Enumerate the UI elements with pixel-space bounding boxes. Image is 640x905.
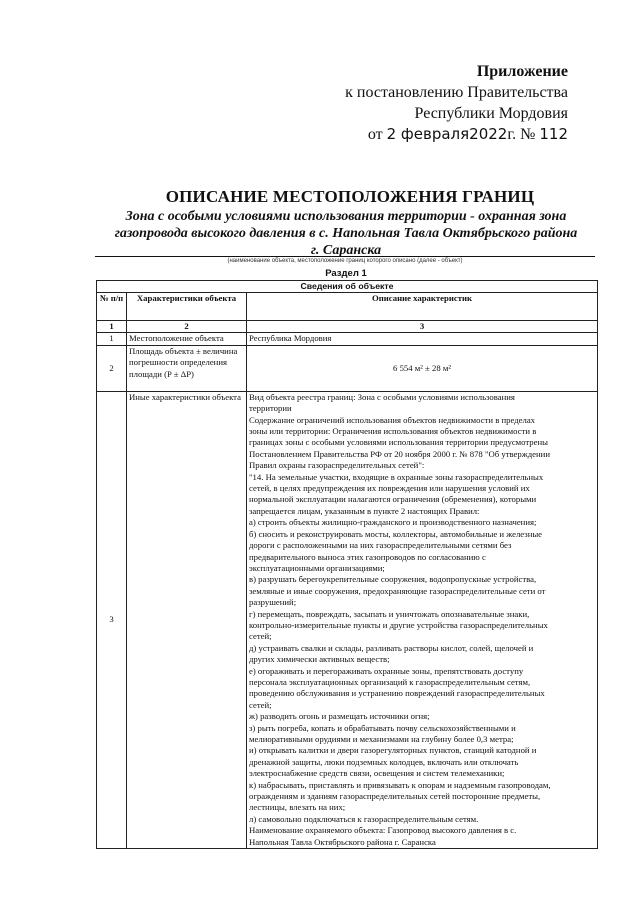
row-value-multiline bbox=[247, 391, 598, 848]
row-value: 6 554 м² ± 28 м² bbox=[247, 345, 598, 391]
row-name: Площадь объекта ± величина погрешности определения площади (P ± ΔP) bbox=[127, 345, 247, 391]
description-line: запрещается лицам, указанным в пункте 2 настоящих Правил: bbox=[249, 505, 480, 516]
number-value: 112 bbox=[539, 125, 568, 143]
description-line: сетей; bbox=[249, 631, 272, 642]
description-line: лестницы, влезать на них; bbox=[249, 802, 346, 813]
description-line: а) строить объекты жилищно-гражданского и производственного назначения; bbox=[249, 517, 537, 528]
appendix-line-2: Республики Мордовия bbox=[414, 105, 568, 122]
header-characteristic: Характеристики объекта bbox=[127, 293, 247, 321]
row-num: 3 bbox=[97, 391, 127, 848]
col-number: 2 bbox=[127, 321, 247, 333]
subtitle-rule bbox=[95, 256, 595, 257]
document-title: ОПИСАНИЕ МЕСТОПОЛОЖЕНИЯ ГРАНИЦ bbox=[165, 187, 535, 206]
description-line: "14. На земельные участки, входящие в охранные зоны газораспределительных bbox=[249, 471, 544, 482]
table-caption: Сведения об объекте bbox=[97, 281, 598, 293]
table-row bbox=[97, 345, 598, 391]
table-row bbox=[97, 391, 598, 848]
object-info-table bbox=[96, 280, 598, 849]
description-line: сетей, в целях предупреждения их повреждения или нарушения условий их bbox=[249, 483, 530, 494]
document-subtitle bbox=[96, 208, 596, 259]
description-line: нормальной эксплуатации налагаются ограничения (обременения), которыми bbox=[249, 494, 537, 505]
description-line: мелиоративными орудиями и механизмами на глубину более 0,3 метра; bbox=[249, 734, 514, 744]
section-heading: Раздел 1 bbox=[325, 268, 367, 279]
row-name: Местоположение объекта bbox=[127, 333, 247, 345]
description-line: дороги с расположенными на них газораспределительными сетями без bbox=[249, 540, 512, 551]
description-line: Напольная Тавла Октябрьского района г. Саранска bbox=[249, 836, 436, 847]
col-number: 3 bbox=[247, 321, 598, 333]
description-line: и) открывать калитки и двери газорегуляторных пунктов, станций катодной и bbox=[249, 745, 537, 756]
date-value: 2 февраля2022 bbox=[386, 125, 508, 143]
description-line: г) перемещать, повреждать, засыпать и уничтожать опознавательные знаки, bbox=[249, 608, 530, 619]
description-line: ж) разводить огонь и размещать источники огня; bbox=[249, 711, 430, 722]
row-num: 2 bbox=[97, 345, 127, 391]
description-line: зоны или территории: Ограничения использования объектов недвижимости в bbox=[249, 426, 537, 437]
description-line: проведению обслуживания и устранению повреждений газораспределительных bbox=[249, 688, 545, 699]
date-prefix: от bbox=[367, 126, 383, 143]
header-description: Описание характеристик bbox=[247, 293, 598, 321]
description-line: персонала эксплуатационных организаций к газораспределительным сетям, bbox=[249, 676, 531, 687]
description-line: Вид объекта реестра границ: Зона с особыми условиями использования bbox=[249, 391, 515, 402]
description-line: к) набрасывать, приставлять и привязывать к опорам и надземным газопроводам, bbox=[249, 779, 551, 790]
row-num: 1 bbox=[97, 333, 127, 345]
subtitle-line: Зона с особыми условиями использования территории - охранная зона bbox=[125, 209, 567, 224]
description-line: е) огораживать и перегораживать охранные зоны, препятствовать доступу bbox=[249, 665, 524, 676]
description-line: контрольно-измерительные пункты и другие устройства газораспределительных bbox=[249, 619, 548, 630]
number-sign: № bbox=[520, 126, 536, 143]
description-line: Правил охраны газораспределительных сетей": bbox=[249, 460, 425, 471]
description-line: земляные и иные сооружения, предохраняющие газораспределительные сети от bbox=[249, 585, 546, 596]
appendix-block bbox=[308, 62, 568, 145]
description-line: разрушений; bbox=[249, 597, 297, 608]
row-value: Республика Мордовия bbox=[247, 333, 598, 345]
subtitle-line: газопровода высокого давления в с. Напольная Тавла Октябрьского района bbox=[114, 226, 578, 241]
description-line: границах зоны с особыми условиями использования территории предусмотрены bbox=[249, 437, 548, 448]
col-number: 1 bbox=[97, 321, 127, 333]
table-row bbox=[97, 333, 598, 345]
description-line: л) самовольно подключаться к газораспределительным сетям. bbox=[249, 813, 479, 824]
description-line: территории bbox=[249, 403, 292, 414]
description-line: дренажной защиты, люки подземных колодцев, включать или отключать bbox=[249, 756, 519, 767]
description-line: з) рыть погреба, копать и обрабатывать почву сельскохозяйственными и bbox=[249, 722, 516, 733]
description-line: других химически активных веществ; bbox=[249, 654, 390, 665]
description-line: предварительного выноса этих газопроводов по согласованию с bbox=[249, 551, 486, 562]
appendix-date-line bbox=[308, 124, 568, 145]
description-line: д) устраивать свалки и склады, разливать растворы кислот, солей, щелочей и bbox=[249, 642, 534, 653]
description-line: Содержание ограничений использования объектов недвижимости в пределах bbox=[249, 414, 536, 425]
description-line: б) сносить и реконструировать мосты, коллекторы, автомобильные и железные bbox=[249, 528, 543, 539]
description-line: в) разрушать берегоукрепительные сооружения, водопропускные устройства, bbox=[249, 574, 537, 585]
description-line: электроснабжение средств связи, освещения и систем телемеханики; bbox=[249, 768, 505, 779]
subtitle-caption: (наименование объекта, местоположение границ которого описано (далее - объект) bbox=[227, 258, 463, 264]
row-name: Иные характеристики объекта bbox=[127, 391, 247, 848]
description-line: сетей; bbox=[249, 699, 272, 710]
appendix-line-1: к постановлению Правительства bbox=[345, 84, 568, 101]
description-line: эксплуатационными организациями; bbox=[249, 562, 385, 573]
header-num: № п/п bbox=[97, 293, 127, 321]
appendix-title: Приложение bbox=[476, 63, 568, 80]
year-suffix: г. bbox=[507, 126, 517, 143]
description-line: Постановлением Правительства РФ от 20 ноября 2000 г. № 878 "Об утверждении bbox=[249, 448, 550, 459]
description-line: ограждениям и зданиям газораспределительных сетей посторонние предметы, bbox=[249, 791, 541, 802]
subtitle-line: г. Саранска bbox=[310, 243, 382, 258]
description-line: Наименование охраняемого объекта: Газопровод высокого давления в с. bbox=[249, 825, 517, 836]
